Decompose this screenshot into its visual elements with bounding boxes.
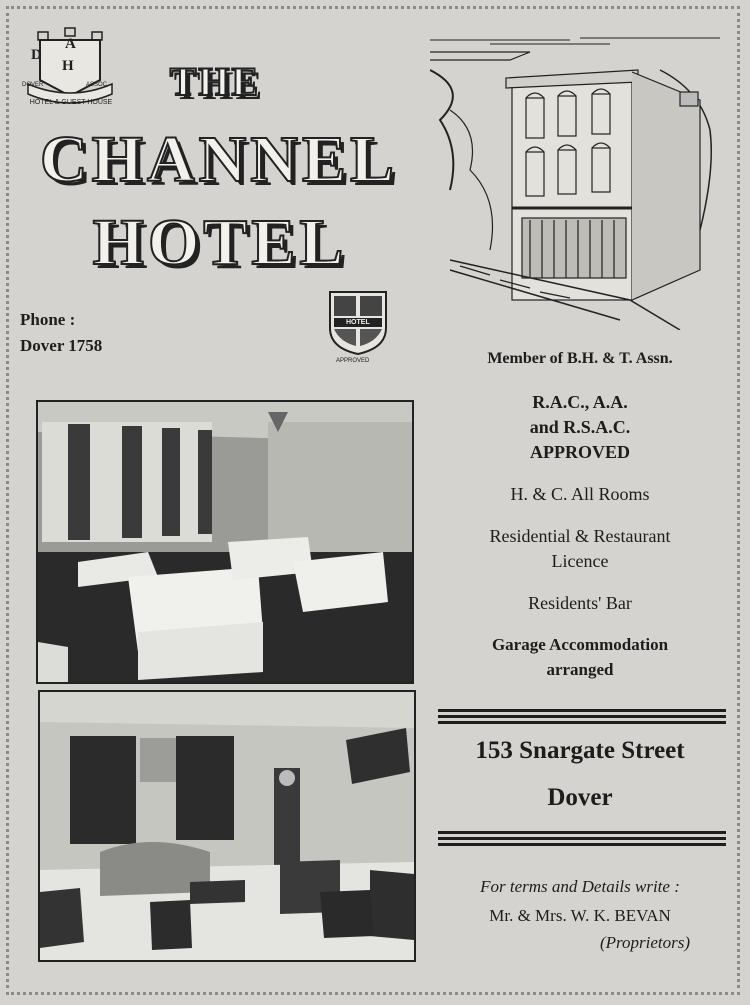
contact-prompt: For terms and Details write :: [480, 877, 680, 896]
dining-room-photo: [36, 400, 414, 684]
garage-line-2: arranged: [546, 660, 614, 679]
divider-top-3: [438, 721, 726, 724]
title-channel: CHANNEL: [39, 123, 399, 196]
logo-ribbon-right: ASSOC.: [86, 82, 109, 88]
divider-top-1: [438, 709, 726, 712]
divider-top-2: [438, 715, 726, 718]
dining-room-image: [38, 402, 412, 682]
garage-line-1: Garage Accommodation: [491, 635, 669, 654]
hotel-building-illustration: [430, 30, 726, 330]
address-town: Dover: [547, 784, 613, 811]
divider-bottom-3: [438, 843, 726, 846]
logo-letter-a: A: [65, 36, 76, 52]
membership-line: Member of B.H. & T. Assn.: [487, 350, 673, 367]
licence-line-2: Licence: [551, 551, 609, 571]
phone-number: Dover 1758: [20, 336, 103, 355]
logo-caption: HOTEL & GUEST HOUSE: [29, 99, 113, 106]
logo-letter-d: D: [31, 47, 42, 63]
title-hotel: HOTEL: [92, 206, 348, 279]
logo-ribbon-left: DOVER: [22, 82, 44, 88]
divider-bottom-2: [438, 837, 726, 840]
contact-role: (Proprietors): [600, 933, 691, 952]
title-the: THE: [169, 59, 261, 104]
licence-line-1: Residential & Restaurant: [489, 526, 671, 546]
approvals-line-2: and R.S.A.C.: [529, 417, 631, 437]
address-street: 153 Snargate Street: [475, 737, 685, 764]
badge-caption: APPROVED: [336, 358, 370, 364]
approvals-line-1: R.A.C., A.A.: [532, 392, 628, 412]
phone-label: Phone :: [20, 310, 76, 329]
lounge-image: [40, 692, 414, 960]
bar-line: Residents' Bar: [528, 593, 632, 613]
rooms-line: H. & C. All Rooms: [510, 484, 650, 504]
badge-word: HOTEL: [346, 319, 370, 326]
divider-bottom-1: [438, 831, 726, 834]
lounge-photo: [38, 690, 416, 962]
approvals-line-3: APPROVED: [530, 442, 630, 462]
contact-names: Mr. & Mrs. W. K. BEVAN: [489, 906, 671, 925]
logo-letter-h: H: [62, 58, 74, 74]
